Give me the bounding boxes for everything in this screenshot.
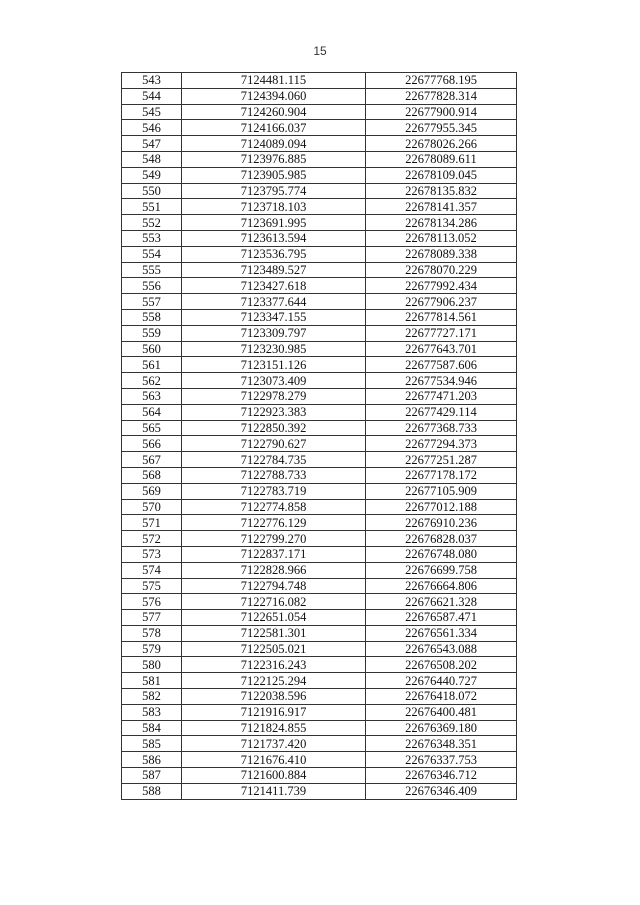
x-coordinate-cell: 7124089.094 [182, 136, 366, 152]
x-coordinate-cell: 7122784.735 [182, 452, 366, 468]
point-number-cell: 564 [122, 404, 182, 420]
point-number-cell: 544 [122, 88, 182, 104]
table-row [122, 483, 517, 499]
y-coordinate-cell: 22678109.045 [366, 167, 517, 183]
table-row [122, 689, 517, 705]
x-coordinate-cell: 7121600.884 [182, 768, 366, 784]
y-coordinate-cell: 22678113.052 [366, 230, 517, 246]
y-coordinate-cell: 22678134.286 [366, 215, 517, 231]
x-coordinate-cell: 7123976.885 [182, 151, 366, 167]
x-coordinate-cell: 7122316.243 [182, 657, 366, 673]
table-row [122, 357, 517, 373]
y-coordinate-cell: 22676587.471 [366, 610, 517, 626]
point-number-cell: 550 [122, 183, 182, 199]
y-coordinate-cell: 22676561.334 [366, 625, 517, 641]
y-coordinate-cell: 22678141.357 [366, 199, 517, 215]
y-coordinate-cell: 22676337.753 [366, 752, 517, 768]
point-number-cell: 570 [122, 499, 182, 515]
point-number-cell: 572 [122, 531, 182, 547]
table-row [122, 594, 517, 610]
x-coordinate-cell: 7121824.855 [182, 720, 366, 736]
x-coordinate-cell: 7124260.904 [182, 104, 366, 120]
y-coordinate-cell: 22676910.236 [366, 515, 517, 531]
table-row [122, 246, 517, 262]
x-coordinate-cell: 7121411.739 [182, 783, 366, 799]
x-coordinate-cell: 7122716.082 [182, 594, 366, 610]
point-number-cell: 567 [122, 452, 182, 468]
x-coordinate-cell: 7122651.054 [182, 610, 366, 626]
x-coordinate-cell: 7122850.392 [182, 420, 366, 436]
table-row [122, 420, 517, 436]
point-number-cell: 585 [122, 736, 182, 752]
table-row [122, 546, 517, 562]
y-coordinate-cell: 22677727.171 [366, 325, 517, 341]
table-row [122, 673, 517, 689]
point-number-cell: 543 [122, 73, 182, 89]
table-row [122, 167, 517, 183]
point-number-cell: 573 [122, 546, 182, 562]
point-number-cell: 584 [122, 720, 182, 736]
table-row [122, 341, 517, 357]
y-coordinate-cell: 22677814.561 [366, 309, 517, 325]
x-coordinate-cell: 7123489.527 [182, 262, 366, 278]
table-row [122, 783, 517, 799]
y-coordinate-cell: 22678089.611 [366, 151, 517, 167]
y-coordinate-cell: 22676400.481 [366, 704, 517, 720]
x-coordinate-cell: 7122837.171 [182, 546, 366, 562]
table-row [122, 768, 517, 784]
x-coordinate-cell: 7123905.985 [182, 167, 366, 183]
point-number-cell: 579 [122, 641, 182, 657]
x-coordinate-cell: 7123347.155 [182, 309, 366, 325]
y-coordinate-cell: 22677906.237 [366, 294, 517, 310]
y-coordinate-cell: 22677105.909 [366, 483, 517, 499]
point-number-cell: 555 [122, 262, 182, 278]
table-row [122, 515, 517, 531]
x-coordinate-cell: 7122828.966 [182, 562, 366, 578]
table-row [122, 230, 517, 246]
y-coordinate-cell: 22677900.914 [366, 104, 517, 120]
table-row [122, 309, 517, 325]
y-coordinate-cell: 22676348.351 [366, 736, 517, 752]
point-number-cell: 574 [122, 562, 182, 578]
y-coordinate-cell: 22678070.229 [366, 262, 517, 278]
y-coordinate-cell: 22678026.266 [366, 136, 517, 152]
x-coordinate-cell: 7123795.774 [182, 183, 366, 199]
coordinates-table-body [122, 73, 517, 800]
x-coordinate-cell: 7124394.060 [182, 88, 366, 104]
point-number-cell: 575 [122, 578, 182, 594]
point-number-cell: 557 [122, 294, 182, 310]
y-coordinate-cell: 22676508.202 [366, 657, 517, 673]
point-number-cell: 549 [122, 167, 182, 183]
y-coordinate-cell: 22676418.072 [366, 689, 517, 705]
point-number-cell: 582 [122, 689, 182, 705]
y-coordinate-cell: 22676828.037 [366, 531, 517, 547]
table-row [122, 578, 517, 594]
x-coordinate-cell: 7122794.748 [182, 578, 366, 594]
table-row [122, 73, 517, 89]
table-row [122, 720, 517, 736]
point-number-cell: 566 [122, 436, 182, 452]
table-row [122, 325, 517, 341]
table-row [122, 88, 517, 104]
y-coordinate-cell: 22676748.080 [366, 546, 517, 562]
table-row [122, 388, 517, 404]
point-number-cell: 551 [122, 199, 182, 215]
y-coordinate-cell: 22677955.345 [366, 120, 517, 136]
table-row [122, 641, 517, 657]
point-number-cell: 560 [122, 341, 182, 357]
point-number-cell: 588 [122, 783, 182, 799]
table-row [122, 262, 517, 278]
table-row [122, 136, 517, 152]
table-row [122, 704, 517, 720]
y-coordinate-cell: 22676346.712 [366, 768, 517, 784]
point-number-cell: 552 [122, 215, 182, 231]
table-row [122, 294, 517, 310]
x-coordinate-cell: 7121676.410 [182, 752, 366, 768]
point-number-cell: 568 [122, 467, 182, 483]
point-number-cell: 546 [122, 120, 182, 136]
y-coordinate-cell: 22677368.733 [366, 420, 517, 436]
point-number-cell: 561 [122, 357, 182, 373]
x-coordinate-cell: 7122581.301 [182, 625, 366, 641]
y-coordinate-cell: 22677768.195 [366, 73, 517, 89]
point-number-cell: 559 [122, 325, 182, 341]
x-coordinate-cell: 7123073.409 [182, 373, 366, 389]
y-coordinate-cell: 22677643.701 [366, 341, 517, 357]
x-coordinate-cell: 7122790.627 [182, 436, 366, 452]
table-row [122, 404, 517, 420]
point-number-cell: 587 [122, 768, 182, 784]
table-row [122, 215, 517, 231]
table-row [122, 657, 517, 673]
table-row [122, 373, 517, 389]
table-row [122, 562, 517, 578]
y-coordinate-cell: 22676543.088 [366, 641, 517, 657]
point-number-cell: 576 [122, 594, 182, 610]
y-coordinate-cell: 22677992.434 [366, 278, 517, 294]
table-row [122, 610, 517, 626]
x-coordinate-cell: 7123309.797 [182, 325, 366, 341]
point-number-cell: 556 [122, 278, 182, 294]
point-number-cell: 548 [122, 151, 182, 167]
x-coordinate-cell: 7123536.795 [182, 246, 366, 262]
x-coordinate-cell: 7122978.279 [182, 388, 366, 404]
point-number-cell: 571 [122, 515, 182, 531]
x-coordinate-cell: 7123230.985 [182, 341, 366, 357]
table-row [122, 625, 517, 641]
y-coordinate-cell: 22676699.758 [366, 562, 517, 578]
coordinates-table [121, 72, 517, 800]
x-coordinate-cell: 7122125.294 [182, 673, 366, 689]
point-number-cell: 553 [122, 230, 182, 246]
y-coordinate-cell: 22678089.338 [366, 246, 517, 262]
x-coordinate-cell: 7122923.383 [182, 404, 366, 420]
x-coordinate-cell: 7123691.995 [182, 215, 366, 231]
y-coordinate-cell: 22677294.373 [366, 436, 517, 452]
y-coordinate-cell: 22677587.606 [366, 357, 517, 373]
table-row [122, 467, 517, 483]
table-row [122, 752, 517, 768]
y-coordinate-cell: 22677828.314 [366, 88, 517, 104]
y-coordinate-cell: 22676621.328 [366, 594, 517, 610]
table-row [122, 436, 517, 452]
x-coordinate-cell: 7121916.917 [182, 704, 366, 720]
y-coordinate-cell: 22677251.287 [366, 452, 517, 468]
point-number-cell: 545 [122, 104, 182, 120]
x-coordinate-cell: 7123377.644 [182, 294, 366, 310]
point-number-cell: 554 [122, 246, 182, 262]
y-coordinate-cell: 22676664.806 [366, 578, 517, 594]
y-coordinate-cell: 22677012.188 [366, 499, 517, 515]
point-number-cell: 565 [122, 420, 182, 436]
y-coordinate-cell: 22678135.832 [366, 183, 517, 199]
x-coordinate-cell: 7122788.733 [182, 467, 366, 483]
table-row [122, 499, 517, 515]
x-coordinate-cell: 7121737.420 [182, 736, 366, 752]
x-coordinate-cell: 7123427.618 [182, 278, 366, 294]
x-coordinate-cell: 7124481.115 [182, 73, 366, 89]
point-number-cell: 558 [122, 309, 182, 325]
point-number-cell: 547 [122, 136, 182, 152]
point-number-cell: 569 [122, 483, 182, 499]
point-number-cell: 578 [122, 625, 182, 641]
x-coordinate-cell: 7124166.037 [182, 120, 366, 136]
table-row [122, 199, 517, 215]
x-coordinate-cell: 7123613.594 [182, 230, 366, 246]
table-row [122, 531, 517, 547]
table-row [122, 104, 517, 120]
y-coordinate-cell: 22677534.946 [366, 373, 517, 389]
table-row [122, 278, 517, 294]
point-number-cell: 583 [122, 704, 182, 720]
x-coordinate-cell: 7122799.270 [182, 531, 366, 547]
x-coordinate-cell: 7122776.129 [182, 515, 366, 531]
table-row [122, 151, 517, 167]
point-number-cell: 580 [122, 657, 182, 673]
point-number-cell: 563 [122, 388, 182, 404]
x-coordinate-cell: 7122783.719 [182, 483, 366, 499]
table-row [122, 183, 517, 199]
x-coordinate-cell: 7122505.021 [182, 641, 366, 657]
table-row [122, 120, 517, 136]
table-row [122, 736, 517, 752]
point-number-cell: 581 [122, 673, 182, 689]
point-number-cell: 577 [122, 610, 182, 626]
table-row [122, 452, 517, 468]
point-number-cell: 586 [122, 752, 182, 768]
page-number: 15 [313, 44, 327, 58]
y-coordinate-cell: 22676369.180 [366, 720, 517, 736]
point-number-cell: 562 [122, 373, 182, 389]
x-coordinate-cell: 7123718.103 [182, 199, 366, 215]
x-coordinate-cell: 7122774.858 [182, 499, 366, 515]
y-coordinate-cell: 22676440.727 [366, 673, 517, 689]
y-coordinate-cell: 22677429.114 [366, 404, 517, 420]
y-coordinate-cell: 22676346.409 [366, 783, 517, 799]
x-coordinate-cell: 7123151.126 [182, 357, 366, 373]
x-coordinate-cell: 7122038.596 [182, 689, 366, 705]
y-coordinate-cell: 22677178.172 [366, 467, 517, 483]
y-coordinate-cell: 22677471.203 [366, 388, 517, 404]
